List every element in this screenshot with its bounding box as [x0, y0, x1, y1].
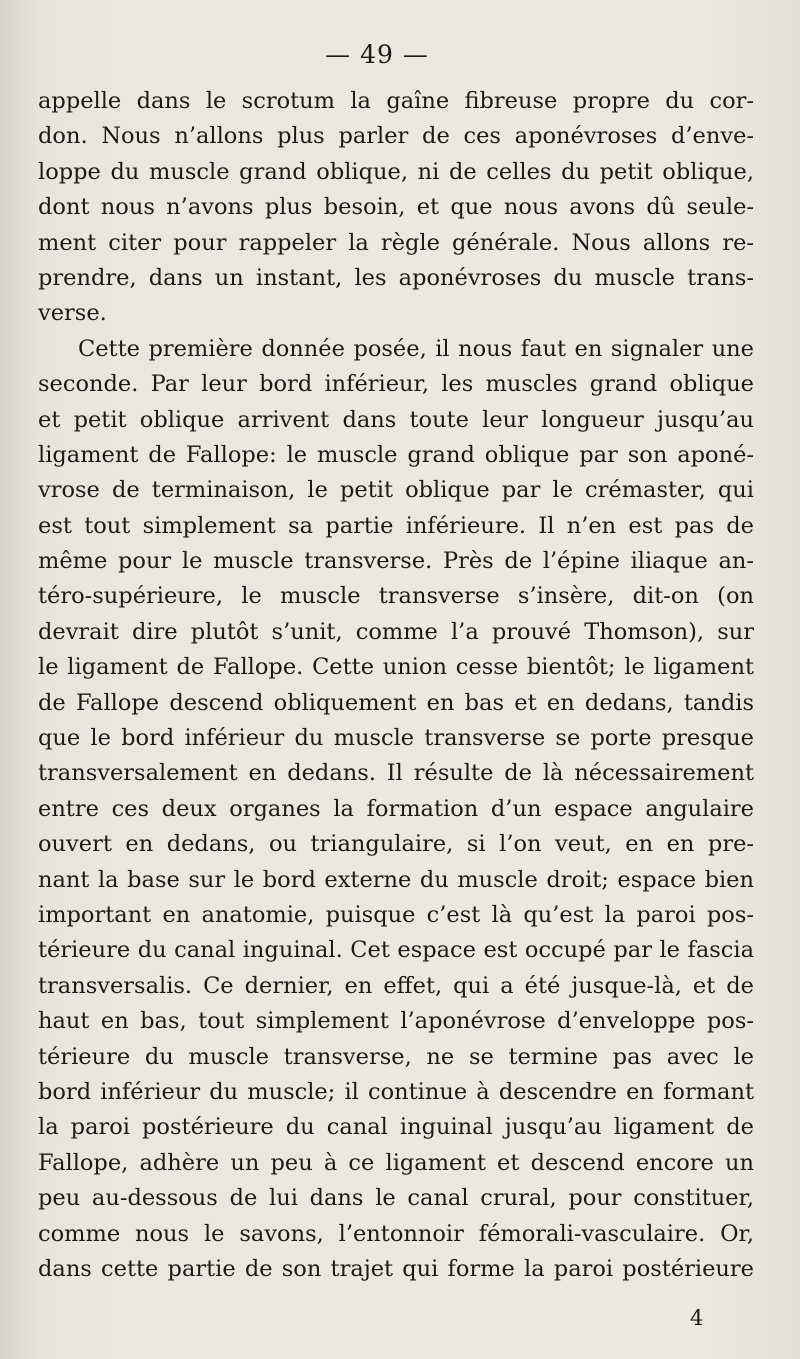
text-line: et petit oblique arrivent dans toute leur longueur jusqu’au [38, 406, 754, 433]
text-line: même pour le muscle transverse. Près de l’épine iliaque an- [38, 548, 754, 575]
text-line: don. Nous n’allons plus parler de ces aponévroses d’enve- [38, 123, 754, 150]
text-line: devrait dire plutôt s’unit, comme l’a prouvé Thomson), sur [38, 618, 754, 645]
text-line: dont nous n’avons plus besoin, et que nous avons dû seule- [38, 194, 754, 221]
text-line: le ligament de Fallope. Cette union cesse bientôt; le ligament [38, 654, 754, 681]
text-line: térieure du muscle transverse, ne se termine pas avec le [38, 1043, 754, 1070]
text-line: bord inférieur du muscle; il continue à descendre en formant [38, 1078, 754, 1105]
text-line: loppe du muscle grand oblique, ni de celles du petit oblique, [38, 158, 754, 185]
text-line: térieure du canal inguinal. Cet espace est occupé par le fascia [38, 937, 754, 964]
text-line: comme nous le savons, l’entonnoir fémorali-vasculaire. Or, [38, 1220, 754, 1247]
text-line: ouvert en dedans, ou triangulaire, si l’on veut, en en pre- [38, 831, 754, 858]
text-line: que le bord inférieur du muscle transverse se porte presque [38, 725, 754, 752]
body-text [38, 84, 754, 1287]
text-line: dans cette partie de son trajet qui forme la paroi postérieure [38, 1255, 754, 1282]
text-line: appelle dans le scrotum la gaîne fibreuse propre du cor- [38, 88, 754, 114]
text-line: nant la base sur le bord externe du muscle droit; espace bien [38, 866, 754, 893]
text-line: entre ces deux organes la formation d’un espace angulaire [38, 795, 754, 822]
page-number: — 49 — [325, 40, 429, 69]
text-line: vrose de terminaison, le petit oblique par le crémaster, qui [38, 477, 754, 504]
text-line: ligament de Fallope: le muscle grand oblique par son aponé- [38, 441, 754, 468]
text-line: est tout simplement sa partie inférieure. Il n’en est pas de [38, 512, 754, 539]
signature-mark: 4 [690, 1306, 704, 1330]
text-line: Fallope, adhère un peu à ce ligament et descend encore un [38, 1149, 754, 1176]
text-line: de Fallope descend obliquement en bas et en dedans, tandis [38, 689, 754, 716]
text-line: peu au-dessous de lui dans le canal crural, pour constituer, [38, 1185, 754, 1212]
text-line: prendre, dans un instant, les aponévroses du muscle trans- [38, 264, 754, 291]
text-line: seconde. Par leur bord inférieur, les muscles grand oblique [38, 371, 754, 398]
text-line: Cette première donnée posée, il nous faut en signaler une [78, 335, 754, 362]
text-line: la paroi postérieure du canal inguinal jusqu’au ligament de [38, 1114, 754, 1141]
text-line: transversalis. Ce dernier, en effet, qui a été jusque-là, et de [38, 972, 754, 999]
text-line: verse. [38, 300, 107, 327]
text-line: ment citer pour rappeler la règle générale. Nous allons re- [38, 229, 754, 256]
text-line: transversalement en dedans. Il résulte de là nécessairement [38, 760, 754, 787]
text-line: téro-supérieure, le muscle transverse s’insère, dit-on (on [38, 583, 754, 610]
text-line: important en anatomie, puisque c’est là qu’est la paroi pos- [38, 901, 754, 928]
text-line: haut en bas, tout simplement l’aponévrose d’enveloppe pos- [38, 1008, 754, 1035]
